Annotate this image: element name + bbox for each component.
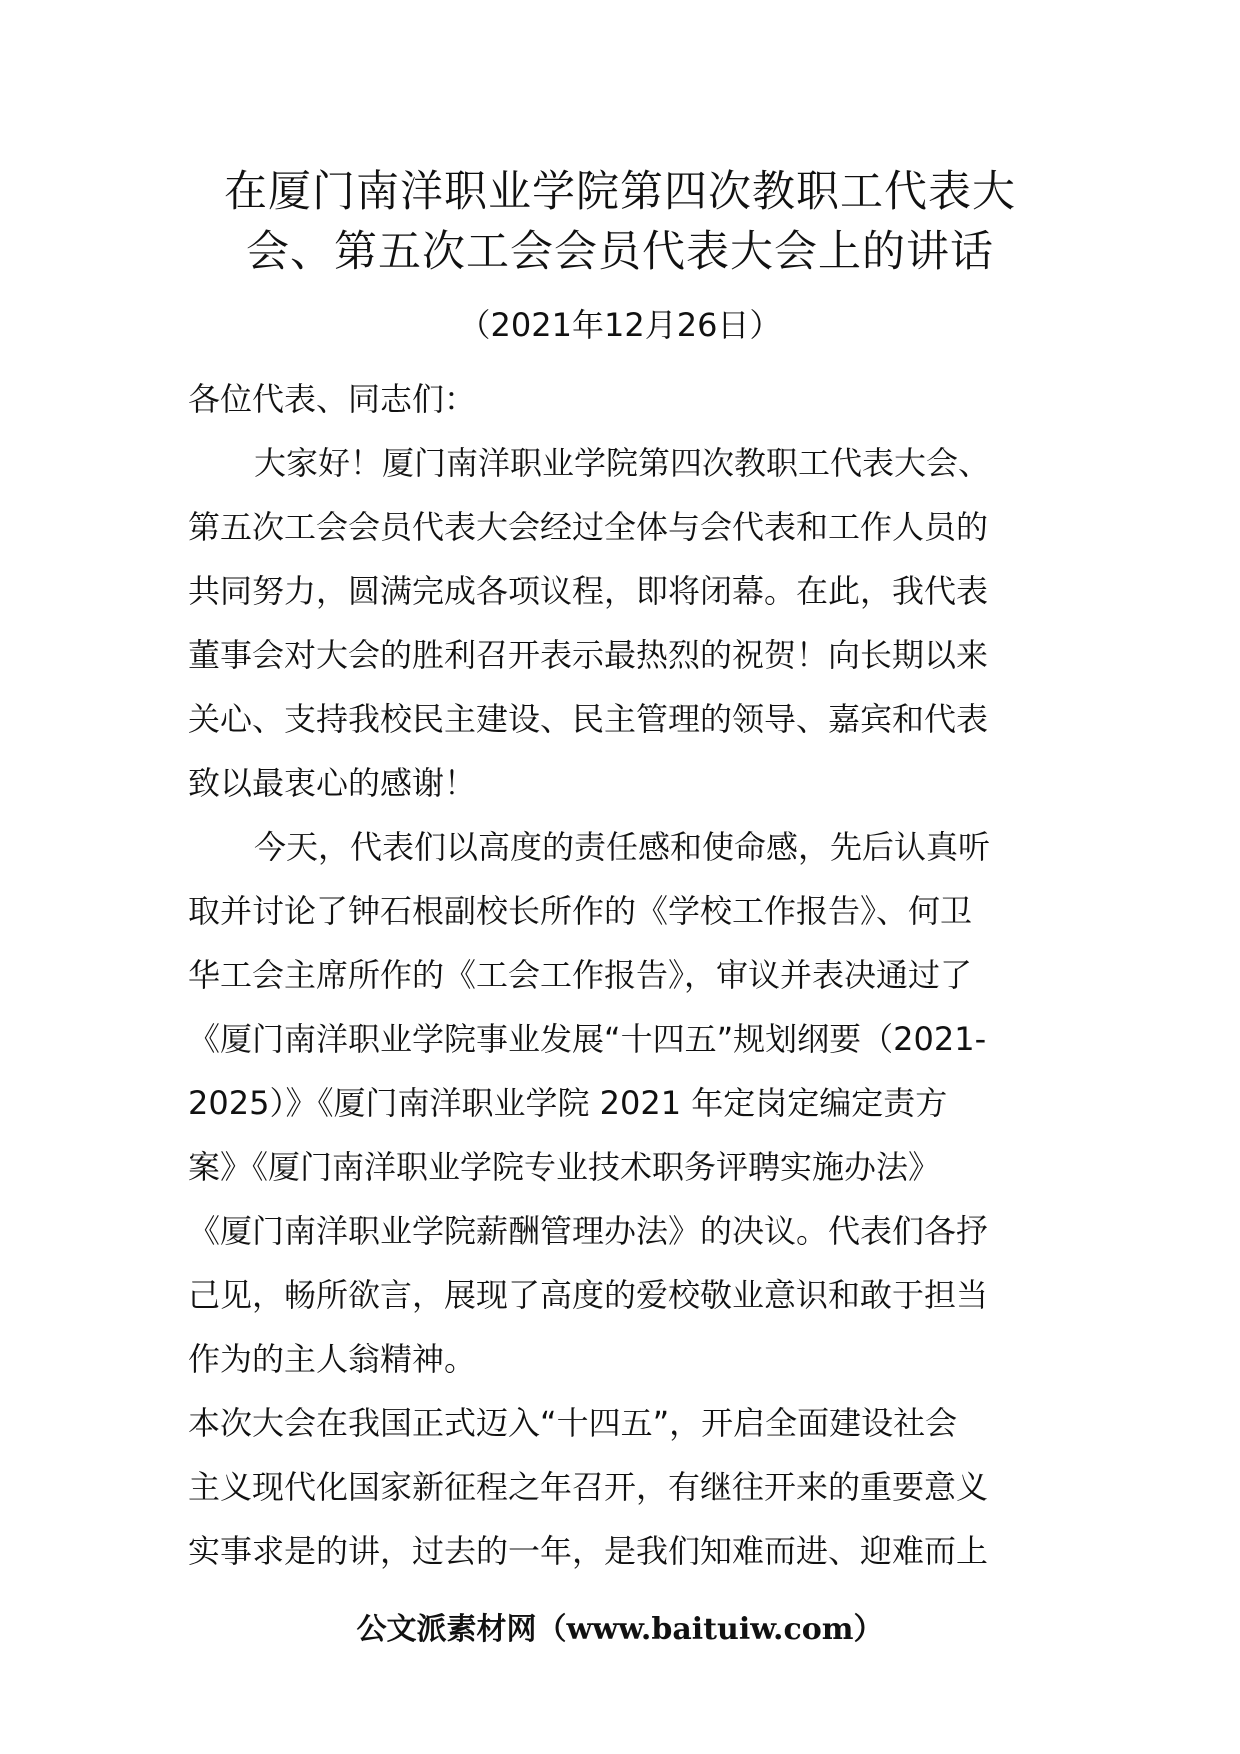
- paragraph-line: 本次大会在我国正式迈入“十四五”，开启全面建设社会: [188, 1404, 958, 1442]
- title-line-2: 会、第五次工会会员代表大会上的讲话: [246, 227, 994, 277]
- paragraph-2: [188, 815, 1068, 1391]
- salutation: 各位代表、同志们：: [188, 380, 477, 418]
- speech-body: [188, 367, 1068, 1583]
- paragraph-line: 华工会主席所作的《工会工作报告》，审议并表决通过了: [188, 956, 973, 994]
- paragraph-line: 取并讨论了钟石根副校长所作的《学校工作报告》、何卫: [188, 892, 973, 930]
- document-title: [180, 162, 1060, 282]
- speech-date: （2021年12月26日）: [458, 306, 782, 344]
- paragraph-line: 大家好！厦门南洋职业学院第四次教职工代表大会、: [254, 444, 991, 482]
- paragraph-line: 案》《厦门南洋职业学院专业技术职务评聘实施办法》: [188, 1148, 941, 1186]
- paragraph-line: 关心、支持我校民主建设、民主管理的领导、嘉宾和代表: [188, 700, 989, 738]
- paragraph-line: 《厦门南洋职业学院事业发展“十四五”规划纲要（2021-: [188, 1020, 987, 1058]
- paragraph-line: 共同努力，圆满完成各项议程，即将闭幕。在此，我代表: [188, 572, 989, 610]
- paragraph-1: [188, 431, 1068, 815]
- paragraph-3: [188, 1391, 1068, 1583]
- paragraph-line: 《厦门南洋职业学院薪酬管理办法》的决议。代表们各抒: [188, 1212, 989, 1250]
- paragraph-line: 作为的主人翁精神。: [188, 1340, 477, 1378]
- paragraph-line: 实事求是的讲，过去的一年，是我们知难而进、迎难而上: [188, 1532, 989, 1570]
- paragraph-line: 致以最衷心的感谢！: [188, 764, 477, 802]
- paragraph-line: 己见，畅所欲言，展现了高度的爱校敬业意识和敢于担当: [188, 1276, 989, 1314]
- title-line-1: 在厦门南洋职业学院第四次教职工代表大: [224, 167, 1016, 217]
- paragraph-line: 今天，代表们以高度的责任感和使命感，先后认真听: [254, 828, 991, 866]
- paragraph-line: 第五次工会会员代表大会经过全体与会代表和工作人员的: [188, 508, 989, 546]
- paragraph-line: 2025）》《厦门南洋职业学院 2021 年定岗定编定责方: [188, 1084, 948, 1122]
- footer-watermark: 公文派素材网（www.baituiw.com）: [356, 1612, 884, 1647]
- paragraph-line: 董事会对大会的胜利召开表示最热烈的祝贺！向长期以来: [188, 636, 989, 674]
- paragraph-line: 主义现代化国家新征程之年召开，有继往开来的重要意义: [188, 1468, 989, 1506]
